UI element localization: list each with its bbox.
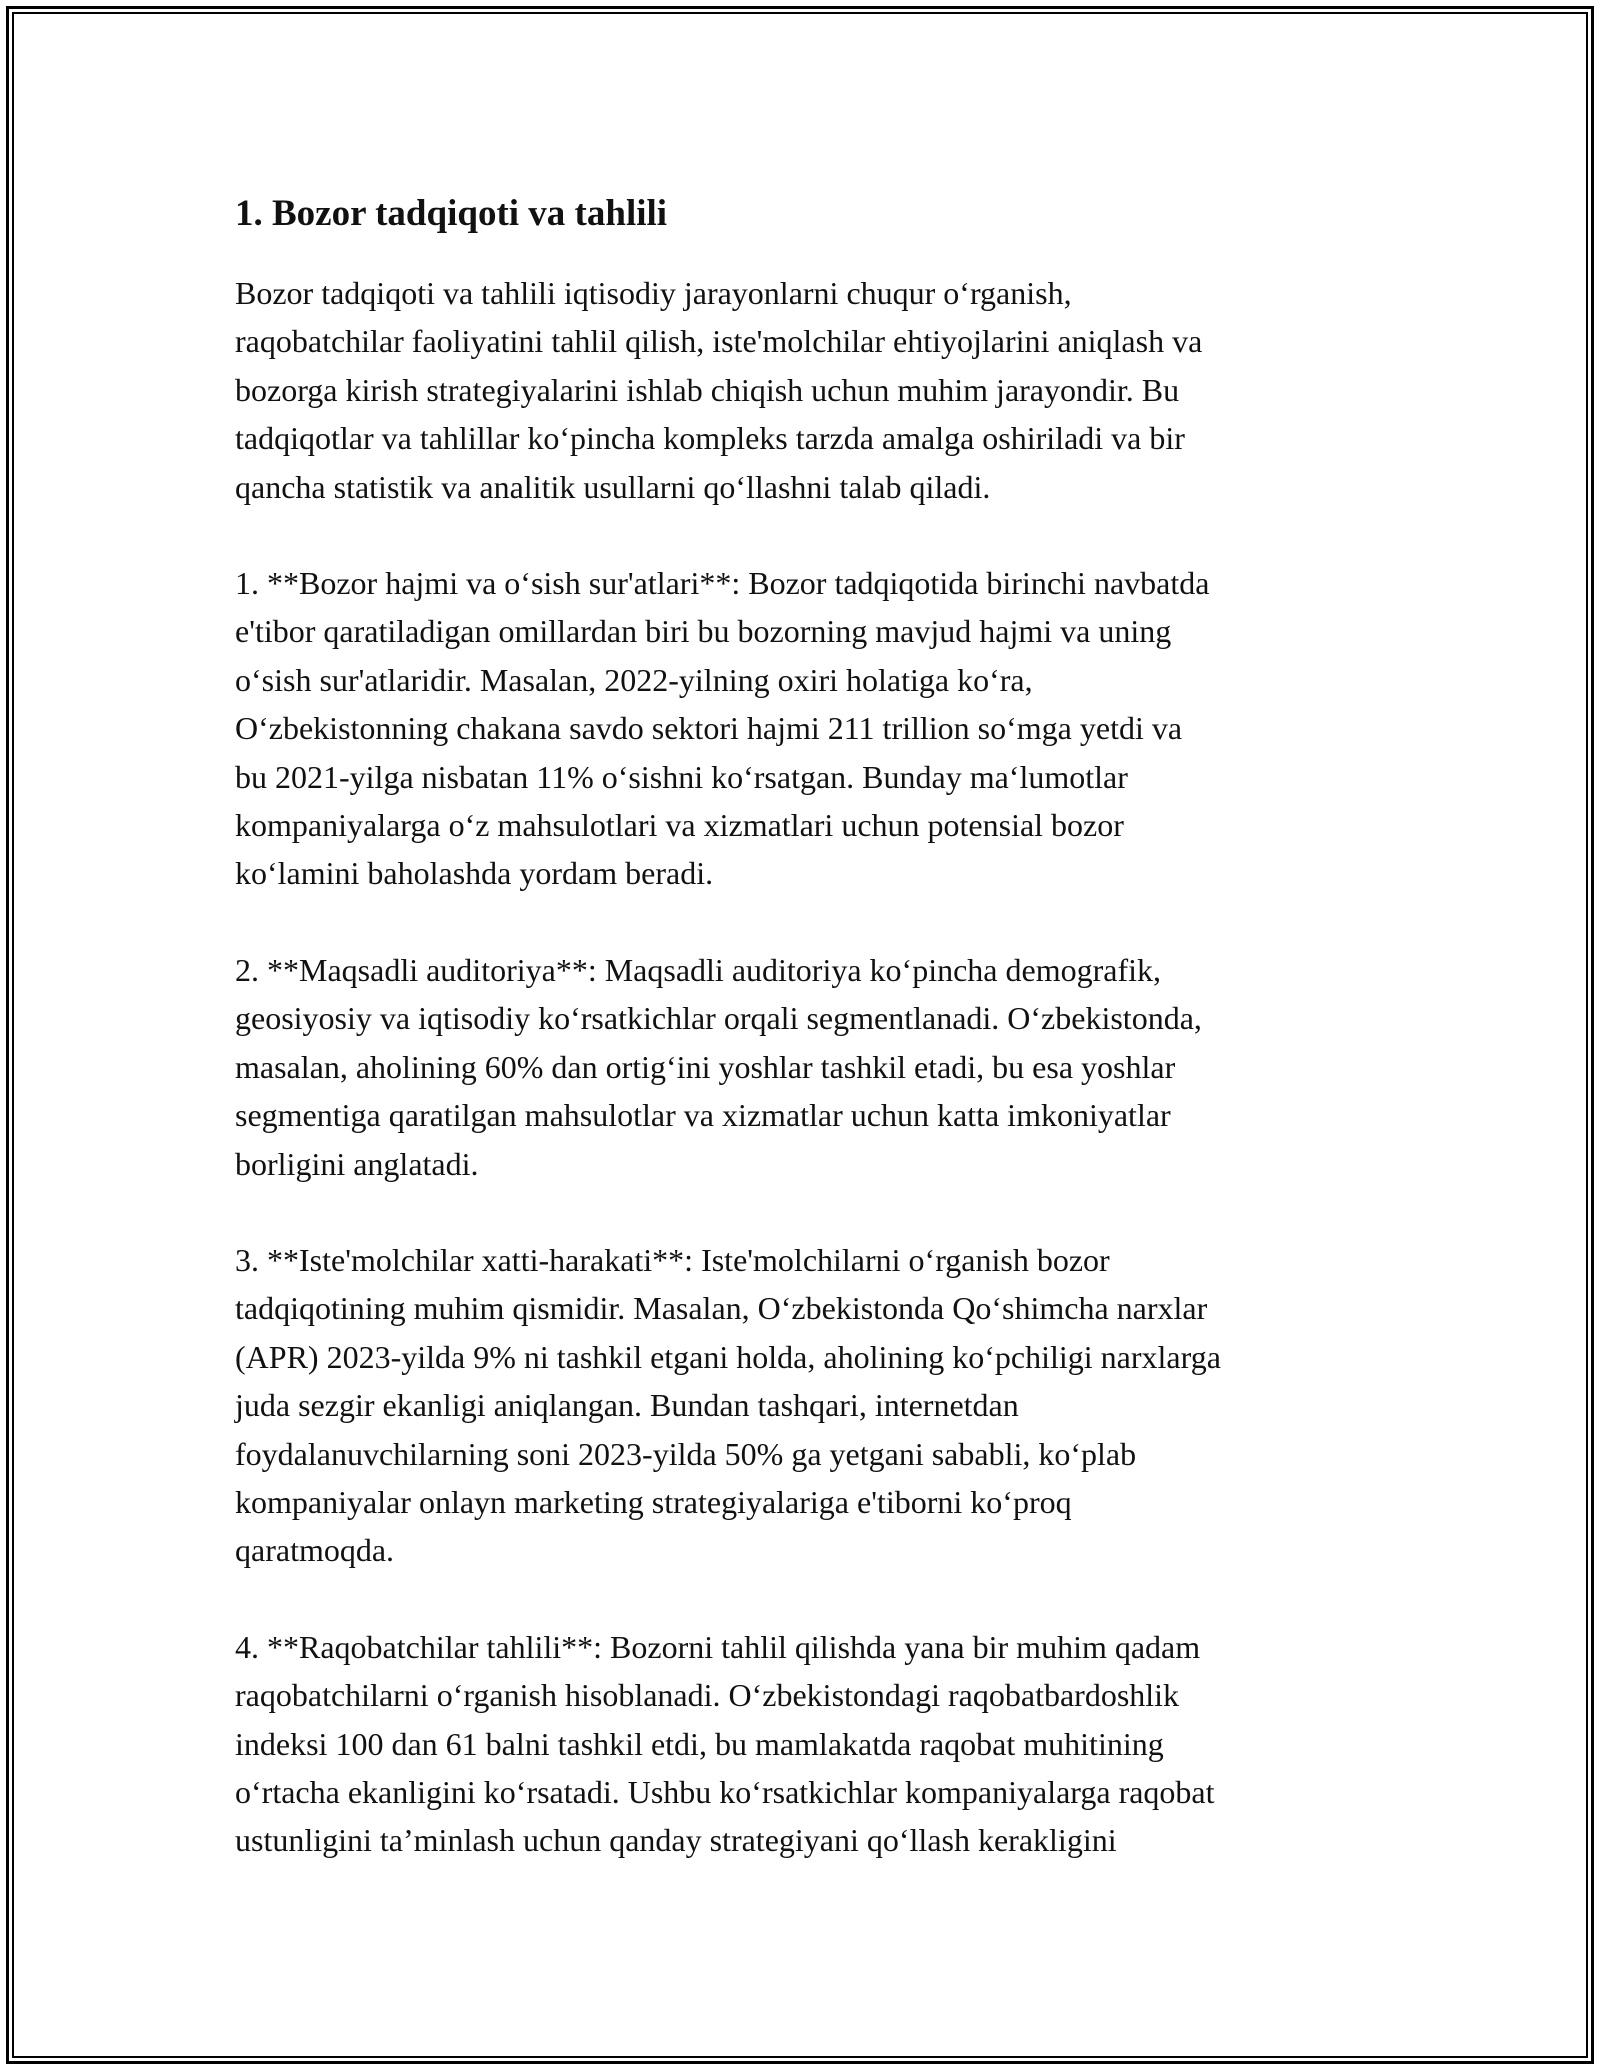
- intro-paragraph: Bozor tadqiqoti va tahlili iqtisodiy jarayonlarni chuqur oʻrganish, raqobatchilar faoliyatini tahlil qilish, iste'molchilar ehtiyojlarini aniqlash va bozorga kirish strategiyalarini ishlab chiqish uchun muhim jarayondir. Bu tadqiqotlar va tahlillar koʻpincha kompleks tarzda amalga oshiriladi va bir qancha statistik va analitik usullarni qoʻllashni talab qiladi.: [235, 275, 1203, 505]
- paragraph-market-size: 1. **Bozor hajmi va oʻsish sur'atlari**: Bozor tadqiqotida birinchi navbatda e'tibor qaratiladigan omillardan biri bu bozorning mavjud hajmi va uning oʻsish sur'atlaridir. Masalan, 2022-yilning oxiri holatiga koʻra, Oʻzbekistonning chakana savdo sektori hajmi 211 trillion soʻmga yetdi va bu 2021-yilga nisbatan 11% oʻsishni koʻrsatgan. Bunday maʻlumotlar kompaniyalarga oʻz mahsulotlari va xizmatlari uchun potensial bozor koʻlamini baholashda yordam beradi.: [235, 565, 1210, 892]
- document-body: [235, 186, 1375, 1913]
- section-title: 1. Bozor tadqiqoti va tahlili: [235, 193, 668, 234]
- paragraph-consumer-behavior: 3. **Iste'molchilar xatti-harakati**: Iste'molchilarni oʻrganish bozor tadqiqotining muhim qismidir. Masalan, Oʻzbekistonda Qoʻshimcha narxlar (APR) 2023-yilda 9% ni tashkil etgani holda, aholining koʻpchiligi narxlarga juda sezgir ekanligi aniqlangan. Bundan tashqari, internetdan foydalanuvchilarning soni 2023-yilda 50% ga yetgani sababli, koʻplab kompaniyalar onlayn marketing strategiyalariga e'tiborni koʻproq qaratmoqda.: [235, 1241, 1221, 1569]
- paragraph-target-audience: 2. **Maqsadli auditoriya**: Maqsadli auditoriya koʻpincha demografik, geosiyosiy va iqtisodiy koʻrsatkichlar orqali segmentlanadi. Oʻzbekistonda, masalan, aholining 60% dan ortigʻini yoshlar tashkil etadi, bu esa yoshlar segmentiga qaratilgan mahsulotlar va xizmatlar uchun katta imkoniyatlar borligini anglatadi.: [235, 951, 1202, 1182]
- paragraph-competitor-analysis: 4. **Raqobatchilar tahlili**: Bozorni tahlil qilishda yana bir muhim qadam raqobatchilarni oʻrganish hisoblanadi. Oʻzbekistondagi raqobatbardoshlik indeksi 100 dan 61 balni tashkil etdi, bu mamlakatda raqobat muhitining oʻrtacha ekanligini koʻrsatadi. Ushbu koʻrsatkichlar kompaniyalarga raqobat ustunligini taʼminlash uchun qanday strategiyani qoʻllash kerakligini: [235, 1628, 1215, 1859]
